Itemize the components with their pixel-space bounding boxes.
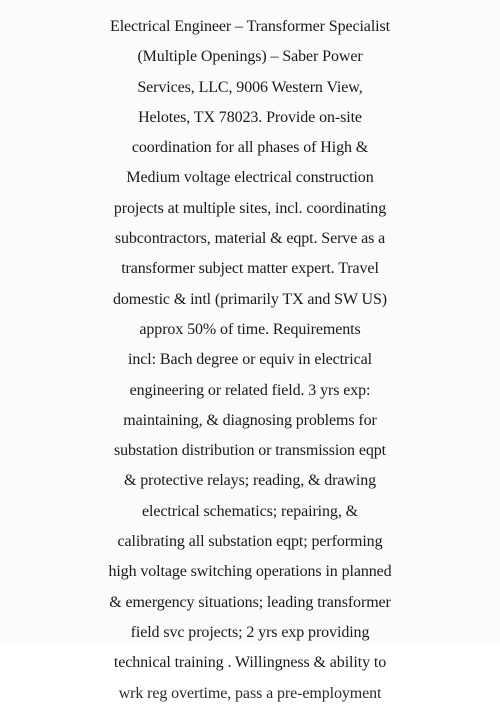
ad-line: incl: Bach degree or equiv in electrical bbox=[128, 351, 372, 369]
ad-line: Medium voltage electrical construction bbox=[126, 169, 374, 187]
ad-line: Electrical Engineer – Transformer Specialist bbox=[110, 18, 390, 35]
ad-line-partial: wrk reg overtime, pass a pre-employment bbox=[118, 684, 382, 702]
ad-line: maintaining, & diagnosing problems for bbox=[123, 411, 377, 429]
ad-line: & protective relays; reading, & drawing bbox=[123, 472, 376, 490]
ad-line: field svc projects; 2 yrs exp providing bbox=[130, 623, 370, 641]
ad-line: subcontractors, material & eqpt. Serve as a bbox=[114, 230, 386, 248]
ad-line: electrical schematics; repairing, & bbox=[142, 502, 358, 520]
ad-line: Services, LLC, 9006 Western View, bbox=[137, 78, 363, 96]
ad-line: technical training . Willingness & ability to bbox=[113, 654, 387, 672]
ad-line: domestic & intl (primarily TX and SW US) bbox=[112, 290, 388, 308]
ad-line: engineering or related field. 3 yrs exp: bbox=[129, 381, 371, 399]
ad-line: Helotes, TX 78023. Provide on-site bbox=[138, 108, 362, 126]
ad-line: approx 50% of time. Requirements bbox=[139, 320, 361, 338]
ad-line: calibrating all substation eqpt; performing bbox=[117, 533, 383, 551]
ad-line: high voltage switching operations in planned bbox=[108, 563, 392, 581]
ad-line: coordination for all phases of High & bbox=[131, 139, 369, 157]
ad-line: (Multiple Openings) – Saber Power bbox=[137, 48, 363, 66]
job-advertisement bbox=[0, 12, 500, 709]
ad-line: projects at multiple sites, incl. coordinating bbox=[113, 199, 387, 217]
ad-line: & emergency situations; leading transformer bbox=[109, 593, 391, 611]
ad-line: transformer subject matter expert. Travel bbox=[121, 260, 379, 278]
ad-line: substation distribution or transmission eqpt bbox=[113, 442, 387, 460]
